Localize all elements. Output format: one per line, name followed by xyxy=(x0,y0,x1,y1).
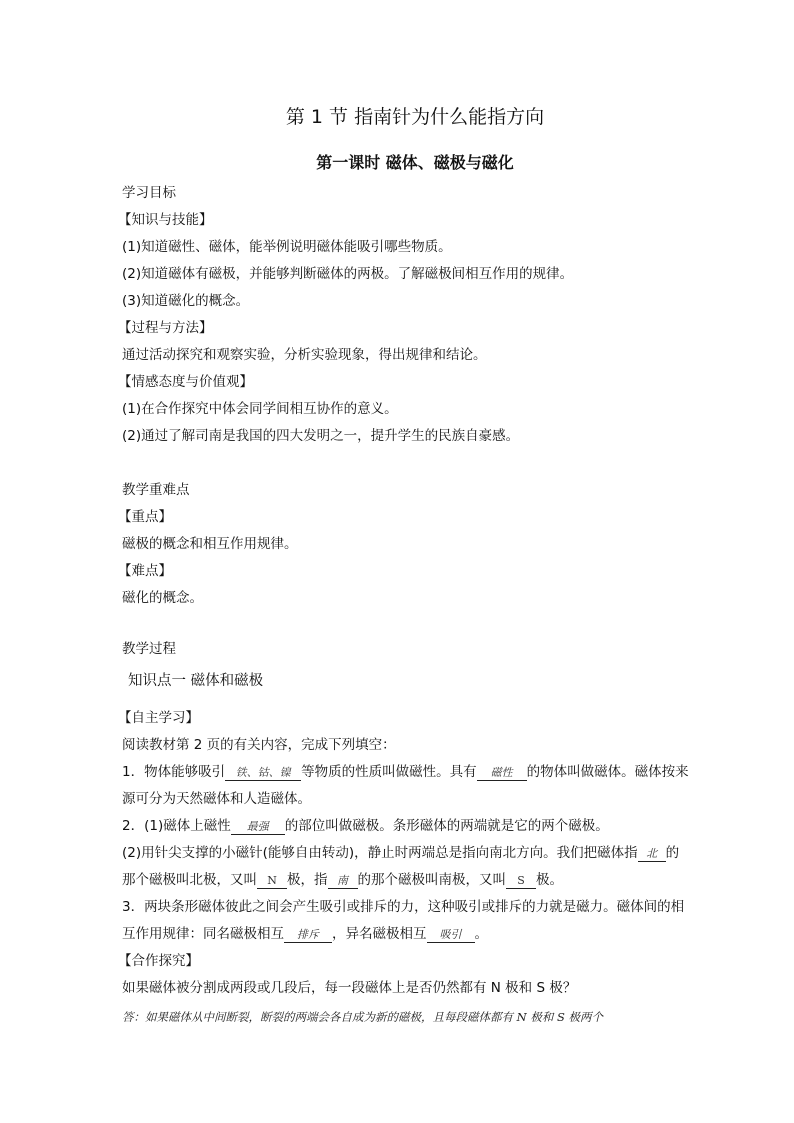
answer-blank: 排斥 xyxy=(284,927,332,943)
question-1: 1．物体能够吸引 铁、钴、镍 等物质的性质叫做磁性。具有 磁性 的物体叫做磁体。磁体按来 xyxy=(122,764,689,780)
key-heading: 【重点】 xyxy=(118,509,172,525)
inquiry-answer: 答：如果磁体从中间断裂，断裂的两端会各自成为新的磁极，且每段磁体都有 N 极和 S 极两个 xyxy=(122,1010,604,1024)
cooperative-inquiry-heading: 【合作探究】 xyxy=(118,953,199,969)
goal-e2: (2)通过了解司南是我国的四大发明之一，提升学生的民族自豪感。 xyxy=(122,428,520,444)
goal-k3: (3)知道磁化的概念。 xyxy=(122,293,250,309)
process-heading: 教学过程 xyxy=(122,641,176,657)
question-2-1: 2．(1)磁体上磁性 最强 的部位叫做磁极。条形磁体的两端就是它的两个磁极。 xyxy=(122,818,609,834)
goal-k1: (1)知道磁性、磁体，能举例说明磁体能吸引哪些物质。 xyxy=(122,239,452,255)
question-3: 3．两块条形磁体彼此之间会产生吸引或排斥的力，这种吸引或排斥的力就是磁力。磁体间的相 xyxy=(122,899,685,915)
difficulty-heading: 【难点】 xyxy=(118,563,172,579)
answer-blank: 铁、钴、镍 xyxy=(225,765,301,781)
question-3-cont: 互作用规律：同名磁极相互 排斥 ，异名磁极相互 吸引 。 xyxy=(122,926,488,942)
answer-blank: 北 xyxy=(638,846,666,862)
key-text: 磁极的概念和相互作用规律。 xyxy=(122,536,298,552)
self-study-heading: 【自主学习】 xyxy=(118,710,199,726)
inquiry-question: 如果磁体被分割成两段或几段后，每一段磁体上是否仍然都有 N 极和 S 极？ xyxy=(122,980,577,996)
answer-blank: N xyxy=(257,873,287,889)
reading-instruction: 阅读教材第 2 页的有关内容，完成下列填空： xyxy=(122,737,396,753)
goal-k2: (2)知道磁体有磁极，并能够判断磁体的两极。了解磁极间相互作用的规律。 xyxy=(122,266,574,282)
page-title: 第 1 节 指南针为什么能指方向 xyxy=(285,106,545,128)
process-methods-heading: 【过程与方法】 xyxy=(118,320,213,336)
answer-blank: 吸引 xyxy=(427,927,475,943)
goal-e1: (1)在合作探究中体会同学间相互协作的意义。 xyxy=(122,401,398,417)
knowledge-skills-heading: 【知识与技能】 xyxy=(118,212,213,228)
answer-blank: 最强 xyxy=(231,819,285,835)
question-2-2-cont: 那个磁极叫北极，又叫 N 极，指 南 的那个磁极叫南极，又叫 S 极。 xyxy=(122,872,563,888)
answer-blank: 磁性 xyxy=(477,765,527,781)
learning-goals-heading: 学习目标 xyxy=(122,185,176,201)
answer-blank: S xyxy=(506,873,536,889)
keypoints-heading: 教学重难点 xyxy=(122,482,190,498)
question-2-2: (2)用针尖支撑的小磁针(能够自由转动)，静止时两端总是指向南北方向。我们把磁体指 北 的 xyxy=(122,845,680,861)
knowledge-point-1: 知识点一 磁体和磁极 xyxy=(128,673,264,689)
emotion-values-heading: 【情感态度与价值观】 xyxy=(118,374,253,390)
question-1-cont: 源可分为天然磁体和人造磁体。 xyxy=(122,791,311,807)
difficulty-text: 磁化的概念。 xyxy=(122,590,203,606)
lesson-subtitle: 第一课时 磁体、磁极与磁化 xyxy=(316,153,514,172)
answer-blank: 南 xyxy=(328,873,358,889)
goal-p1: 通过活动探究和观察实验，分析实验现象，得出规律和结论。 xyxy=(122,347,487,363)
